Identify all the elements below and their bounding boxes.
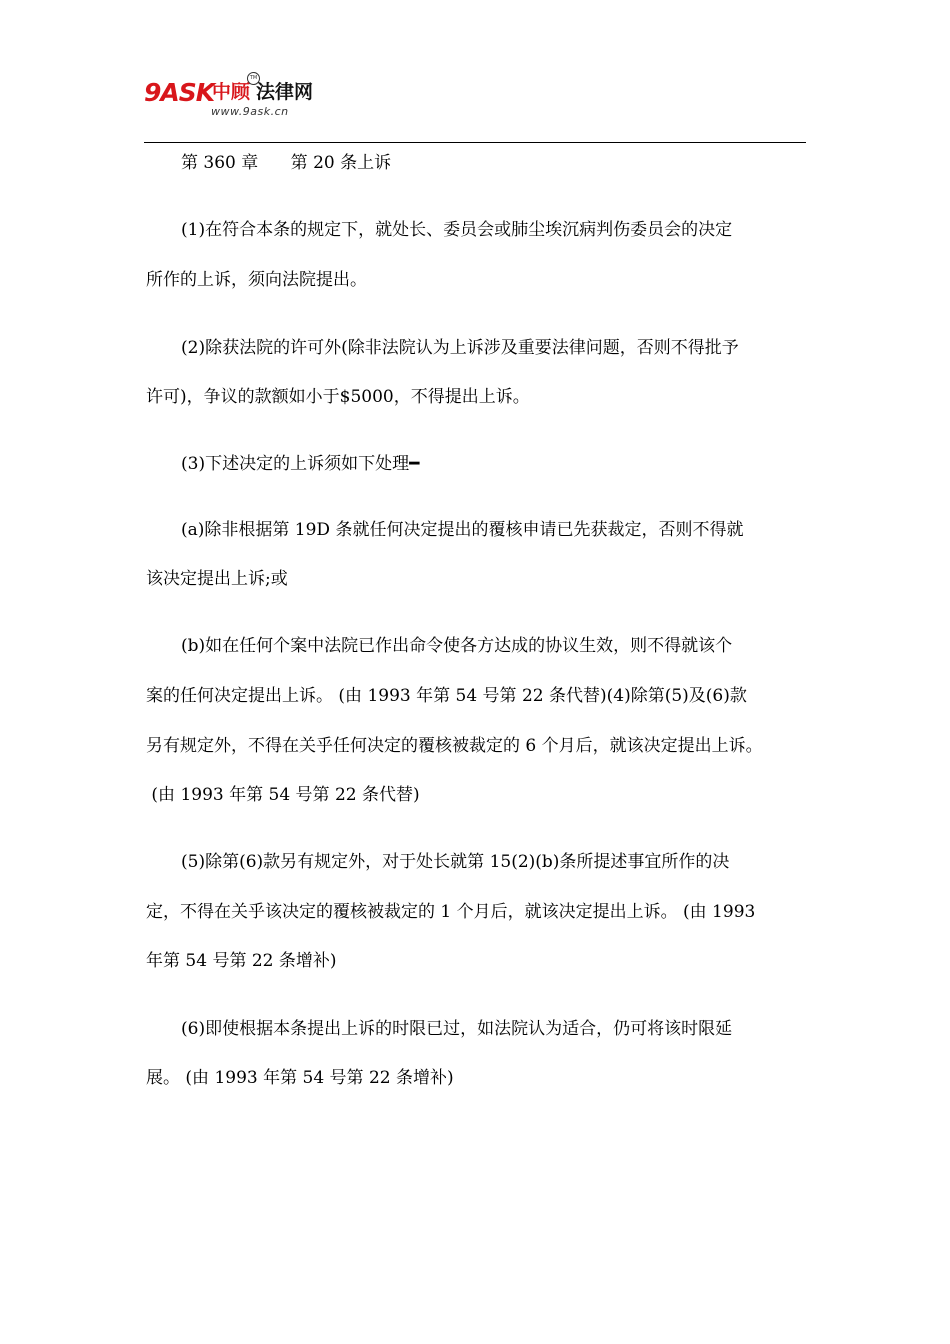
paragraph-line: (a)除非根据第 19D 条就任何决定提出的覆核申请已先获裁定，否则不得就 [181, 520, 744, 540]
logo-chinese-black: 法律网 [256, 81, 314, 103]
paragraph-line: (5)除第(6)款另有规定外，对于处长就第 15(2)(b)条所提述事宜所作的决 [181, 852, 730, 872]
paragraph-line: 展。 (由 1993 年第 54 号第 22 条增补) [146, 1068, 454, 1088]
paragraph-line: 许可)，争议的款额如小于$5000，不得提出上诉。 [146, 387, 530, 407]
paragraph-line: 所作的上诉，须向法院提出。 [146, 270, 367, 290]
paragraph-line: (2)除获法院的许可外(除非法院认为上诉涉及重要法律问题，否则不得批予 [181, 338, 739, 358]
header-divider [144, 142, 806, 143]
paragraph-line: (3)下述决定的上诉须如下处理━ [181, 454, 420, 474]
site-logo[interactable] [144, 68, 364, 124]
document-title: 第 360 章 第 20 条上诉 [181, 153, 392, 173]
paragraph-line: 年第 54 号第 22 条增补) [146, 951, 337, 971]
logo-url: www.9ask.cn [211, 105, 289, 118]
paragraph-line: (6)即使根据本条提出上诉的时限已过，如法院认为适合，仍可将该时限延 [181, 1019, 733, 1039]
paragraph-line: 另有规定外，不得在关乎任何决定的覆核被裁定的 6 个月后，就该决定提出上诉。 [146, 736, 763, 756]
paragraph-line: 定，不得在关乎该决定的覆核被裁定的 1 个月后，就该决定提出上诉。 (由 1993 [146, 902, 756, 922]
logo-chinese-red: 中顾 [212, 81, 251, 103]
paragraph-line: 案的任何决定提出上诉。 (由 1993 年第 54 号第 22 条代替)(4)除第(5)及(6)款 [146, 686, 747, 706]
paragraph-line: (由 1993 年第 54 号第 22 条代替) [146, 785, 420, 805]
paragraph-line: 该决定提出上诉;或 [146, 569, 288, 589]
paragraph-line: (b)如在任何个案中法院已作出命令使各方达成的协议生效，则不得就该个 [181, 636, 733, 656]
logo-brand-text: 9ASK [144, 78, 215, 107]
trademark-icon: TM [247, 72, 260, 85]
paragraph-line: (1)在符合本条的规定下，就处长、委员会或肺尘埃沉病判伤委员会的决定 [181, 220, 733, 240]
